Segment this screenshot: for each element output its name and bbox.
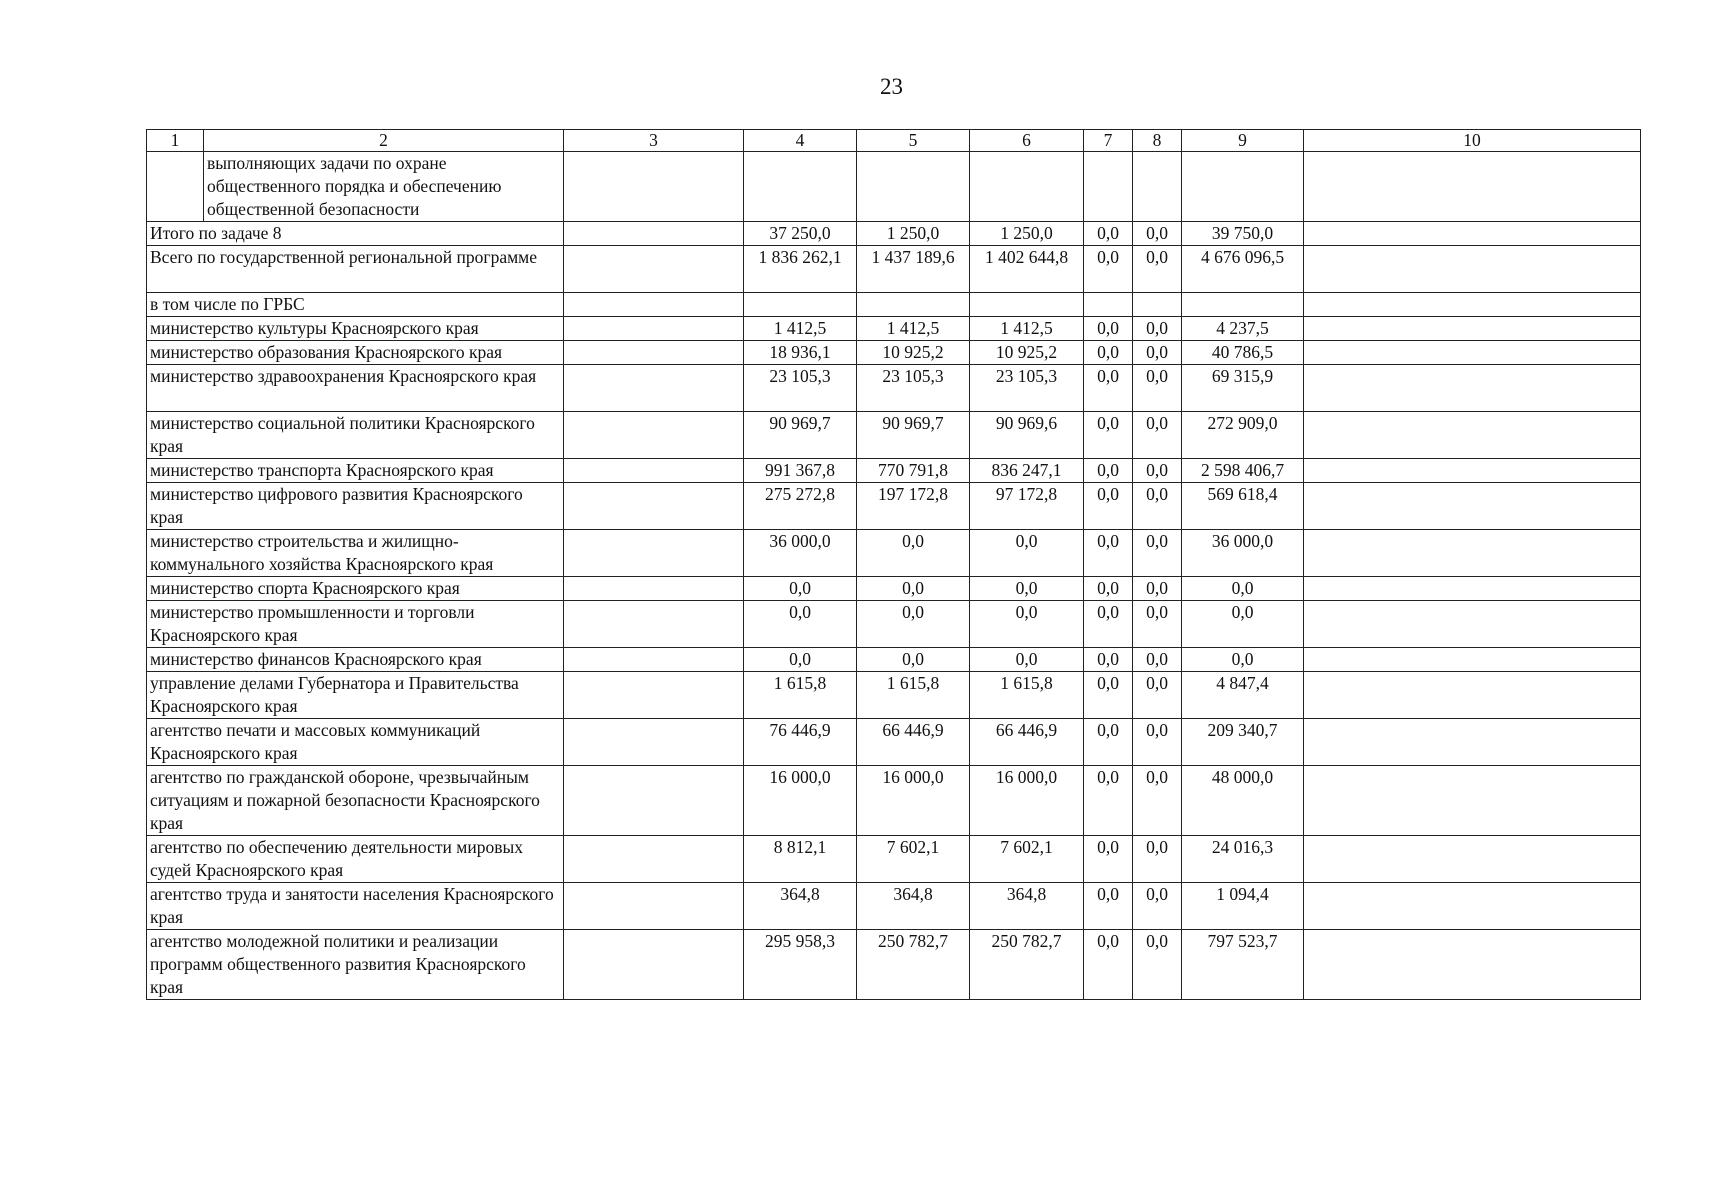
row-label: министерство спорта Красноярского края: [147, 577, 564, 601]
value-cell: 991 367,8: [744, 459, 857, 483]
header-cell: 6: [970, 130, 1084, 152]
header-cell: 2: [204, 130, 564, 152]
value-cell: [744, 152, 857, 222]
value-cell: 1 412,5: [970, 317, 1084, 341]
table-row: [147, 930, 1641, 1000]
value-cell: 0,0: [1084, 719, 1133, 766]
value-cell: 23 105,3: [857, 365, 970, 412]
header-cell: 10: [1304, 130, 1641, 152]
value-cell: 40 786,5: [1182, 341, 1304, 365]
value-cell: 1 402 644,8: [970, 246, 1084, 293]
row-label: Всего по государственной региональной программе: [147, 246, 564, 293]
table-cell: [1304, 672, 1641, 719]
value-cell: 0,0: [1084, 577, 1133, 601]
table-cell: [1304, 719, 1641, 766]
table-row: [147, 365, 1641, 412]
table-cell: [564, 672, 744, 719]
value-cell: 0,0: [1133, 341, 1182, 365]
header-cell: 4: [744, 130, 857, 152]
value-cell: 0,0: [857, 530, 970, 577]
table-cell: [1304, 883, 1641, 930]
row-label: министерство культуры Красноярского края: [147, 317, 564, 341]
value-cell: 4 676 096,5: [1182, 246, 1304, 293]
value-cell: 36 000,0: [1182, 530, 1304, 577]
table-cell: [1304, 341, 1641, 365]
value-cell: 1 615,8: [970, 672, 1084, 719]
value-cell: 209 340,7: [1182, 719, 1304, 766]
value-cell: 364,8: [744, 883, 857, 930]
value-cell: 4 237,5: [1182, 317, 1304, 341]
row-label: министерство образования Красноярского края: [147, 341, 564, 365]
table-cell: [564, 152, 744, 222]
value-cell: 0,0: [1084, 930, 1133, 1000]
value-cell: 0,0: [1084, 317, 1133, 341]
value-cell: 0,0: [744, 601, 857, 648]
row-label: агентство по гражданской обороне, чрезвычайным ситуациям и пожарной безопасности Красноярского края: [147, 766, 564, 836]
value-cell: 1 250,0: [857, 222, 970, 246]
row-label: министерство финансов Красноярского края: [147, 648, 564, 672]
value-cell: 275 272,8: [744, 483, 857, 530]
table-cell: [564, 412, 744, 459]
table-cell: [564, 246, 744, 293]
table-row: [147, 246, 1641, 293]
table-row: [147, 883, 1641, 930]
row-label: министерство социальной политики Красноярского края: [147, 412, 564, 459]
value-cell: 197 172,8: [857, 483, 970, 530]
row-label: управление делами Губернатора и Правительства Красноярского края: [147, 672, 564, 719]
value-cell: 250 782,7: [970, 930, 1084, 1000]
table-cell: [564, 577, 744, 601]
value-cell: 66 446,9: [857, 719, 970, 766]
value-cell: 23 105,3: [744, 365, 857, 412]
value-cell: [1084, 152, 1133, 222]
table-cell: [1304, 648, 1641, 672]
value-cell: 0,0: [1084, 672, 1133, 719]
value-cell: [1182, 293, 1304, 317]
value-cell: 0,0: [1133, 246, 1182, 293]
value-cell: 0,0: [1084, 246, 1133, 293]
budget-table: [146, 129, 1641, 1000]
table-row: [147, 459, 1641, 483]
table-cell: [564, 601, 744, 648]
row-label: министерство транспорта Красноярского края: [147, 459, 564, 483]
table-cell: [564, 930, 744, 1000]
value-cell: 364,8: [970, 883, 1084, 930]
value-cell: 36 000,0: [744, 530, 857, 577]
row-label: в том числе по ГРБС: [147, 293, 564, 317]
table-row: [147, 601, 1641, 648]
table-row: [147, 222, 1641, 246]
table-cell: [1304, 152, 1641, 222]
table-row: [147, 719, 1641, 766]
table-cell: [564, 341, 744, 365]
table-cell: [1304, 459, 1641, 483]
table-row: [147, 152, 1641, 222]
value-cell: [970, 293, 1084, 317]
row-label: агентство по обеспечению деятельности мировых судей Красноярского края: [147, 836, 564, 883]
value-cell: 0,0: [1133, 883, 1182, 930]
value-cell: 0,0: [1084, 459, 1133, 483]
value-cell: 16 000,0: [744, 766, 857, 836]
row-label: агентство молодежной политики и реализации программ общественного развития Красноярского края: [147, 930, 564, 1000]
value-cell: 0,0: [1133, 483, 1182, 530]
value-cell: 97 172,8: [970, 483, 1084, 530]
header-cell: 1: [147, 130, 204, 152]
value-cell: 0,0: [1133, 530, 1182, 577]
value-cell: 295 958,3: [744, 930, 857, 1000]
value-cell: 0,0: [1133, 317, 1182, 341]
table-cell: [1304, 483, 1641, 530]
table-cell: [1304, 836, 1641, 883]
value-cell: 10 925,2: [857, 341, 970, 365]
value-cell: 0,0: [1084, 365, 1133, 412]
value-cell: 37 250,0: [744, 222, 857, 246]
value-cell: 0,0: [1084, 483, 1133, 530]
value-cell: 1 615,8: [744, 672, 857, 719]
header-cell: 7: [1084, 130, 1133, 152]
table-row: [147, 317, 1641, 341]
value-cell: 0,0: [1084, 883, 1133, 930]
header-cell: 8: [1133, 130, 1182, 152]
value-cell: 0,0: [1084, 341, 1133, 365]
table-cell: [1304, 412, 1641, 459]
value-cell: 76 446,9: [744, 719, 857, 766]
table-cell: [1304, 530, 1641, 577]
value-cell: 69 315,9: [1182, 365, 1304, 412]
value-cell: 0,0: [1182, 601, 1304, 648]
table-row: [147, 577, 1641, 601]
value-cell: 1 412,5: [744, 317, 857, 341]
column-number-header: [147, 130, 1641, 152]
value-cell: [857, 152, 970, 222]
value-cell: 2 598 406,7: [1182, 459, 1304, 483]
header-cell: 9: [1182, 130, 1304, 152]
value-cell: 16 000,0: [857, 766, 970, 836]
table-row: [147, 766, 1641, 836]
value-cell: [744, 293, 857, 317]
table-cell: [1304, 601, 1641, 648]
value-cell: 569 618,4: [1182, 483, 1304, 530]
value-cell: 0,0: [1084, 836, 1133, 883]
row-label: министерство строительства и жилищно-коммунального хозяйства Красноярского края: [147, 530, 564, 577]
value-cell: 272 909,0: [1182, 412, 1304, 459]
row-label: министерство цифрового развития Красноярского края: [147, 483, 564, 530]
value-cell: 0,0: [1133, 836, 1182, 883]
value-cell: 0,0: [1133, 719, 1182, 766]
value-cell: 770 791,8: [857, 459, 970, 483]
value-cell: 0,0: [1133, 766, 1182, 836]
value-cell: 39 750,0: [1182, 222, 1304, 246]
table-row: [147, 672, 1641, 719]
value-cell: 0,0: [1084, 601, 1133, 648]
table-row: [147, 836, 1641, 883]
value-cell: 16 000,0: [970, 766, 1084, 836]
table-cell: [564, 317, 744, 341]
table-cell: [564, 648, 744, 672]
value-cell: 10 925,2: [970, 341, 1084, 365]
row-label: Итого по задаче 8: [147, 222, 564, 246]
table-cell: [147, 152, 204, 222]
value-cell: 0,0: [1133, 412, 1182, 459]
value-cell: 0,0: [1182, 648, 1304, 672]
row-label: агентство печати и массовых коммуникаций Красноярского края: [147, 719, 564, 766]
row-label: министерство промышленности и торговли Красноярского края: [147, 601, 564, 648]
value-cell: 0,0: [1133, 222, 1182, 246]
value-cell: 0,0: [744, 577, 857, 601]
value-cell: 0,0: [1084, 766, 1133, 836]
table-cell: [564, 293, 744, 317]
value-cell: 1 250,0: [970, 222, 1084, 246]
value-cell: [1133, 293, 1182, 317]
table-cell: [1304, 930, 1641, 1000]
table-cell: [1304, 365, 1641, 412]
table-cell: [564, 766, 744, 836]
table-cell: [564, 365, 744, 412]
table-row: [147, 293, 1641, 317]
value-cell: 0,0: [1133, 459, 1182, 483]
value-cell: 0,0: [1084, 648, 1133, 672]
value-cell: 0,0: [970, 601, 1084, 648]
table-cell: [564, 883, 744, 930]
value-cell: [1084, 293, 1133, 317]
table-cell: [1304, 222, 1641, 246]
value-cell: [970, 152, 1084, 222]
table-cell: [1304, 317, 1641, 341]
value-cell: 8 812,1: [744, 836, 857, 883]
value-cell: [857, 293, 970, 317]
value-cell: 7 602,1: [970, 836, 1084, 883]
table-row: [147, 341, 1641, 365]
value-cell: 18 936,1: [744, 341, 857, 365]
value-cell: 24 016,3: [1182, 836, 1304, 883]
value-cell: 1 412,5: [857, 317, 970, 341]
table-cell: [564, 836, 744, 883]
value-cell: 0,0: [970, 577, 1084, 601]
value-cell: 90 969,6: [970, 412, 1084, 459]
value-cell: 0,0: [857, 601, 970, 648]
value-cell: 0,0: [970, 648, 1084, 672]
value-cell: 0,0: [1133, 648, 1182, 672]
value-cell: 250 782,7: [857, 930, 970, 1000]
header-cell: 5: [857, 130, 970, 152]
value-cell: 0,0: [1133, 577, 1182, 601]
table-cell: [564, 530, 744, 577]
row-label: выполняющих задачи по охране общественного порядка и обеспечению общественной безопасности: [204, 152, 564, 222]
value-cell: 797 523,7: [1182, 930, 1304, 1000]
value-cell: 23 105,3: [970, 365, 1084, 412]
value-cell: 1 094,4: [1182, 883, 1304, 930]
row-label: министерство здравоохранения Красноярского края: [147, 365, 564, 412]
value-cell: 0,0: [1182, 577, 1304, 601]
value-cell: 90 969,7: [857, 412, 970, 459]
value-cell: 364,8: [857, 883, 970, 930]
value-cell: 48 000,0: [1182, 766, 1304, 836]
value-cell: 66 446,9: [970, 719, 1084, 766]
value-cell: [1182, 152, 1304, 222]
value-cell: [1133, 152, 1182, 222]
table-cell: [564, 459, 744, 483]
row-label: агентство труда и занятости населения Красноярского края: [147, 883, 564, 930]
table-row: [147, 412, 1641, 459]
table-row: [147, 648, 1641, 672]
value-cell: 836 247,1: [970, 459, 1084, 483]
table-cell: [1304, 766, 1641, 836]
value-cell: 0,0: [744, 648, 857, 672]
table-cell: [1304, 577, 1641, 601]
value-cell: 0,0: [1084, 412, 1133, 459]
table-cell: [564, 483, 744, 530]
page-number: 23: [880, 74, 903, 99]
header-cell: 3: [564, 130, 744, 152]
value-cell: 0,0: [1133, 672, 1182, 719]
value-cell: 1 437 189,6: [857, 246, 970, 293]
table-cell: [564, 222, 744, 246]
value-cell: 0,0: [1133, 601, 1182, 648]
value-cell: 0,0: [857, 577, 970, 601]
table-cell: [564, 719, 744, 766]
value-cell: 0,0: [857, 648, 970, 672]
value-cell: 7 602,1: [857, 836, 970, 883]
table-row: [147, 530, 1641, 577]
value-cell: 0,0: [1133, 930, 1182, 1000]
table-row: [147, 483, 1641, 530]
value-cell: 1 615,8: [857, 672, 970, 719]
value-cell: 1 836 262,1: [744, 246, 857, 293]
value-cell: 4 847,4: [1182, 672, 1304, 719]
value-cell: 0,0: [970, 530, 1084, 577]
table-cell: [1304, 246, 1641, 293]
value-cell: 0,0: [1084, 222, 1133, 246]
value-cell: 0,0: [1084, 530, 1133, 577]
table-cell: [1304, 293, 1641, 317]
value-cell: 0,0: [1133, 365, 1182, 412]
value-cell: 90 969,7: [744, 412, 857, 459]
